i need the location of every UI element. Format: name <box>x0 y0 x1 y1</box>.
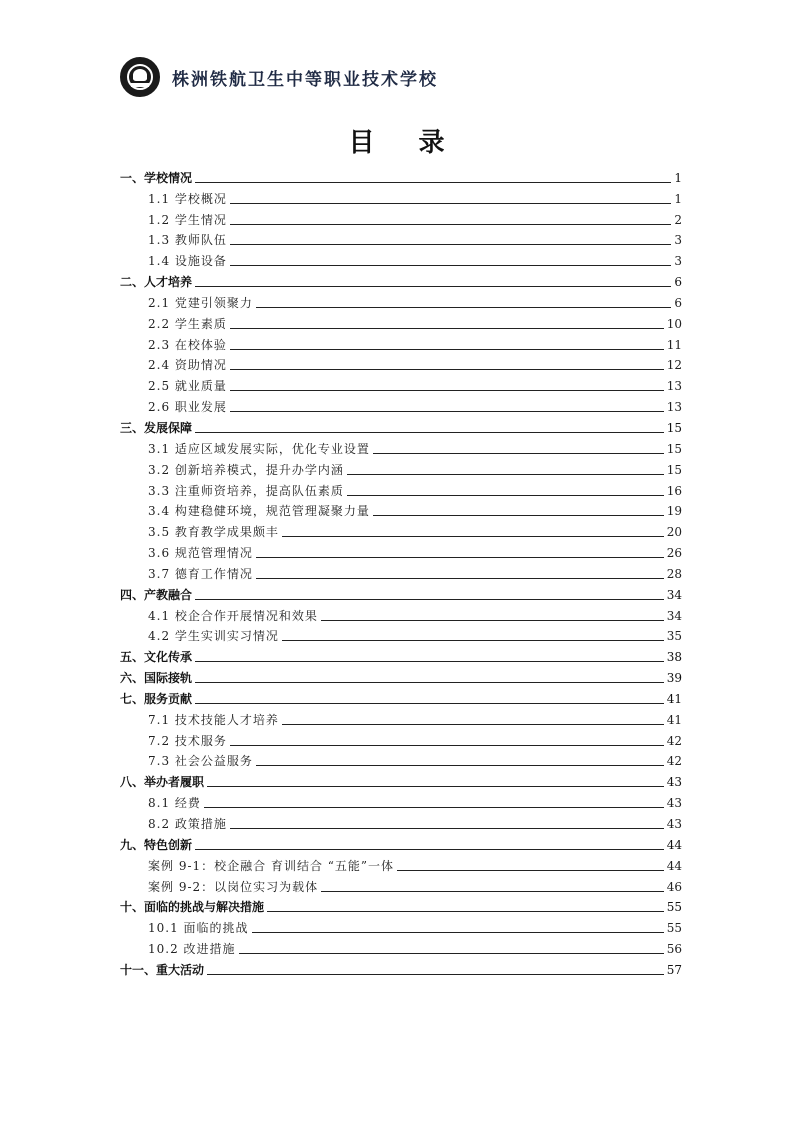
toc-entry[interactable] <box>120 643 682 664</box>
toc-entry-label: 四、产教融合 <box>120 587 193 602</box>
toc-leader-line <box>347 495 664 496</box>
toc-entry-page: 42 <box>666 733 682 748</box>
toc-leader-line <box>195 286 671 287</box>
toc-leader-line <box>207 974 664 975</box>
toc-entry[interactable] <box>120 602 682 623</box>
toc-entry-label: 案例 9-1：校企融合 育训结合 “五能”一体 <box>148 858 395 873</box>
toc-entry-label: 7.1 技术技能人才培养 <box>148 712 279 727</box>
toc-entry-page: 15 <box>666 441 682 456</box>
toc-entry-label: 一、学校情况 <box>120 170 193 185</box>
toc-entry[interactable] <box>120 706 682 727</box>
toc-entry[interactable] <box>120 768 682 789</box>
toc-entry[interactable] <box>120 498 682 519</box>
toc-entry-page: 2 <box>674 212 682 227</box>
toc-entry-label: 7.2 技术服务 <box>148 733 227 748</box>
toc-entry-label: 4.1 校企合作开展情况和效果 <box>148 608 318 623</box>
toc-entry-label: 二、人才培养 <box>120 275 193 290</box>
toc-entry-page: 43 <box>666 817 682 831</box>
toc-entry[interactable] <box>120 685 682 706</box>
toc-leader-line <box>282 724 664 725</box>
toc-leader-line <box>195 682 664 683</box>
toc-entry[interactable] <box>120 247 682 268</box>
toc-leader-line <box>373 453 664 454</box>
toc-entry[interactable] <box>120 623 682 644</box>
toc-entry[interactable] <box>120 789 682 810</box>
toc-entry-page: 10 <box>666 316 682 331</box>
toc-entry[interactable] <box>120 664 682 685</box>
toc-leader-line <box>256 307 671 308</box>
toc-leader-line <box>230 328 664 329</box>
page-header <box>120 54 438 100</box>
toc-leader-line <box>204 807 664 808</box>
toc-entry[interactable] <box>120 748 682 769</box>
toc-entry-page: 3 <box>674 233 682 248</box>
toc-entry-page: 6 <box>674 275 682 290</box>
toc-entry-page: 44 <box>666 858 682 873</box>
toc-entry-page: 38 <box>666 650 682 665</box>
toc-entry-page: 34 <box>666 587 682 602</box>
toc-entry-page: 39 <box>666 671 682 686</box>
toc-entry-label: 2.4 资助情况 <box>148 358 227 373</box>
toc-leader-line <box>252 932 664 933</box>
toc-entry[interactable] <box>120 372 682 393</box>
school-name: 株洲铁航卫生中等职业技术学校 <box>172 69 438 90</box>
toc-entry-page: 46 <box>666 879 682 894</box>
toc-leader-line <box>373 515 664 516</box>
toc-entry[interactable] <box>120 914 682 935</box>
toc-leader-line <box>282 536 664 537</box>
toc-entry[interactable] <box>120 289 682 310</box>
toc-entry-label: 7.3 社会公益服务 <box>148 754 253 769</box>
toc-entry-label: 三、发展保障 <box>120 420 193 435</box>
toc-entry-page: 20 <box>666 525 682 540</box>
toc-entry-page: 26 <box>666 546 682 561</box>
toc-entry-page: 16 <box>666 483 682 498</box>
toc-entry-label: 2.6 职业发展 <box>148 400 227 415</box>
toc-entry-label: 2.5 就业质量 <box>148 379 227 394</box>
toc-entry-page: 3 <box>674 254 682 269</box>
toc-entry[interactable] <box>120 560 682 581</box>
toc-entry-label: 1.2 学生情况 <box>148 212 227 227</box>
toc-leader-line <box>230 265 671 266</box>
toc-leader-line <box>195 661 664 662</box>
toc-entry-label: 10.1 面临的挑战 <box>148 921 249 936</box>
toc-entry[interactable] <box>120 310 682 331</box>
toc-entry[interactable] <box>120 852 682 873</box>
toc-entry-label: 1.4 设施设备 <box>148 254 227 269</box>
toc-leader-line <box>321 891 664 892</box>
toc-entry-label: 六、国际接轨 <box>120 671 193 686</box>
table-of-contents <box>120 164 682 977</box>
toc-entry[interactable] <box>120 956 682 977</box>
toc-entry-label: 3.2 创新培养模式，提升办学内涵 <box>148 462 344 477</box>
toc-leader-line <box>230 369 664 370</box>
toc-leader-line <box>347 474 664 475</box>
toc-leader-line <box>267 911 664 912</box>
toc-entry-label: 4.2 学生实训实习情况 <box>148 629 279 644</box>
toc-leader-line <box>397 870 664 871</box>
toc-entry-label: 1.1 学校概况 <box>148 191 227 206</box>
toc-entry-page: 42 <box>666 754 682 769</box>
school-emblem-icon <box>120 57 160 97</box>
toc-entry[interactable] <box>120 935 682 956</box>
toc-leader-line <box>195 599 664 600</box>
toc-leader-line <box>195 703 664 704</box>
toc-entry-page: 6 <box>674 295 682 310</box>
page-title: 目录 <box>348 128 489 158</box>
toc-leader-line <box>195 432 664 433</box>
toc-leader-line <box>230 224 671 225</box>
toc-entry[interactable] <box>120 810 682 831</box>
toc-entry-label: 案例 9-2：以岗位实习为载体 <box>148 879 319 894</box>
toc-entry-page: 41 <box>666 712 682 727</box>
toc-entry-page: 1 <box>674 191 682 206</box>
toc-entry[interactable] <box>120 435 682 456</box>
toc-entry[interactable] <box>120 873 682 894</box>
toc-entry[interactable] <box>120 414 682 435</box>
toc-entry-label: 十一、重大活动 <box>120 962 205 977</box>
toc-entry[interactable] <box>120 227 682 248</box>
toc-entry-page: 12 <box>666 358 682 373</box>
toc-entry-label: 3.4 构建稳健环境，规范管理凝聚力量 <box>148 504 370 519</box>
toc-entry-label: 3.7 德育工作情况 <box>148 566 253 581</box>
toc-leader-line <box>230 390 664 391</box>
toc-entry-page: 55 <box>666 921 682 936</box>
toc-entry-label: 1.3 教师队伍 <box>148 233 227 248</box>
toc-leader-line <box>239 953 664 954</box>
toc-entry-label: 3.3 注重师资培养，提高队伍素质 <box>148 483 344 498</box>
toc-entry-label: 七、服务贡献 <box>120 691 193 706</box>
toc-leader-line <box>230 745 664 746</box>
toc-entry-page: 13 <box>666 379 682 394</box>
toc-entry[interactable] <box>120 456 682 477</box>
toc-leader-line <box>256 765 664 766</box>
toc-entry[interactable] <box>120 581 682 602</box>
toc-entry[interactable] <box>120 164 682 185</box>
toc-entry-page: 57 <box>666 962 682 977</box>
toc-entry-page: 34 <box>666 608 682 623</box>
toc-leader-line <box>195 182 671 183</box>
toc-entry[interactable] <box>120 268 682 289</box>
toc-entry[interactable] <box>120 539 682 560</box>
toc-entry-label: 五、文化传承 <box>120 650 193 665</box>
toc-entry[interactable] <box>120 894 682 915</box>
toc-leader-line <box>195 849 664 850</box>
toc-leader-line <box>256 557 664 558</box>
toc-leader-line <box>230 349 664 350</box>
toc-entry-page: 15 <box>666 420 682 435</box>
toc-leader-line <box>282 640 664 641</box>
toc-entry[interactable] <box>120 477 682 498</box>
toc-entry-label: 3.1 适应区域发展实际，优化专业设置 <box>148 441 370 456</box>
toc-entry-page: 43 <box>666 796 682 811</box>
toc-leader-line <box>230 828 664 829</box>
toc-entry-label: 2.3 在校体验 <box>148 337 227 352</box>
toc-entry-page: 11 <box>666 337 682 352</box>
toc-entry[interactable] <box>120 206 682 227</box>
toc-entry[interactable] <box>120 331 682 352</box>
toc-leader-line <box>230 411 664 412</box>
toc-entry[interactable] <box>120 727 682 748</box>
toc-leader-line <box>321 620 664 621</box>
toc-entry[interactable] <box>120 393 682 414</box>
toc-entry-page: 55 <box>666 900 682 915</box>
toc-entry-page: 56 <box>666 942 682 957</box>
toc-entry-label: 2.1 党建引领聚力 <box>148 295 253 310</box>
toc-entry-page: 44 <box>666 837 682 852</box>
toc-entry[interactable] <box>120 831 682 852</box>
toc-leader-line <box>207 786 664 787</box>
toc-leader-line <box>256 578 664 579</box>
toc-entry-page: 35 <box>666 629 682 644</box>
toc-entry-page: 41 <box>666 691 682 706</box>
toc-entry[interactable] <box>120 352 682 373</box>
toc-entry-label: 8.1 经费 <box>148 796 201 811</box>
toc-leader-line <box>230 203 671 204</box>
toc-entry-label: 九、特色创新 <box>120 837 193 852</box>
toc-entry-label: 8.2 政策措施 <box>148 817 227 831</box>
toc-entry-page: 13 <box>666 400 682 415</box>
toc-entry-label: 十、面临的挑战与解决措施 <box>120 900 265 915</box>
toc-entry-page: 43 <box>666 775 682 790</box>
toc-entry-page: 1 <box>674 170 682 185</box>
toc-entry-label: 3.6 规范管理情况 <box>148 546 253 561</box>
toc-entry[interactable] <box>120 185 682 206</box>
toc-entry-page: 19 <box>666 504 682 519</box>
toc-leader-line <box>230 244 671 245</box>
toc-entry-label: 2.2 学生素质 <box>148 316 227 331</box>
toc-entry-label: 八、举办者履职 <box>120 775 205 790</box>
toc-entry-page: 15 <box>666 462 682 477</box>
toc-entry[interactable] <box>120 518 682 539</box>
toc-entry-label: 10.2 改进措施 <box>148 942 236 957</box>
toc-entry-page: 28 <box>666 566 682 581</box>
toc-entry-label: 3.5 教育教学成果颇丰 <box>148 525 279 540</box>
